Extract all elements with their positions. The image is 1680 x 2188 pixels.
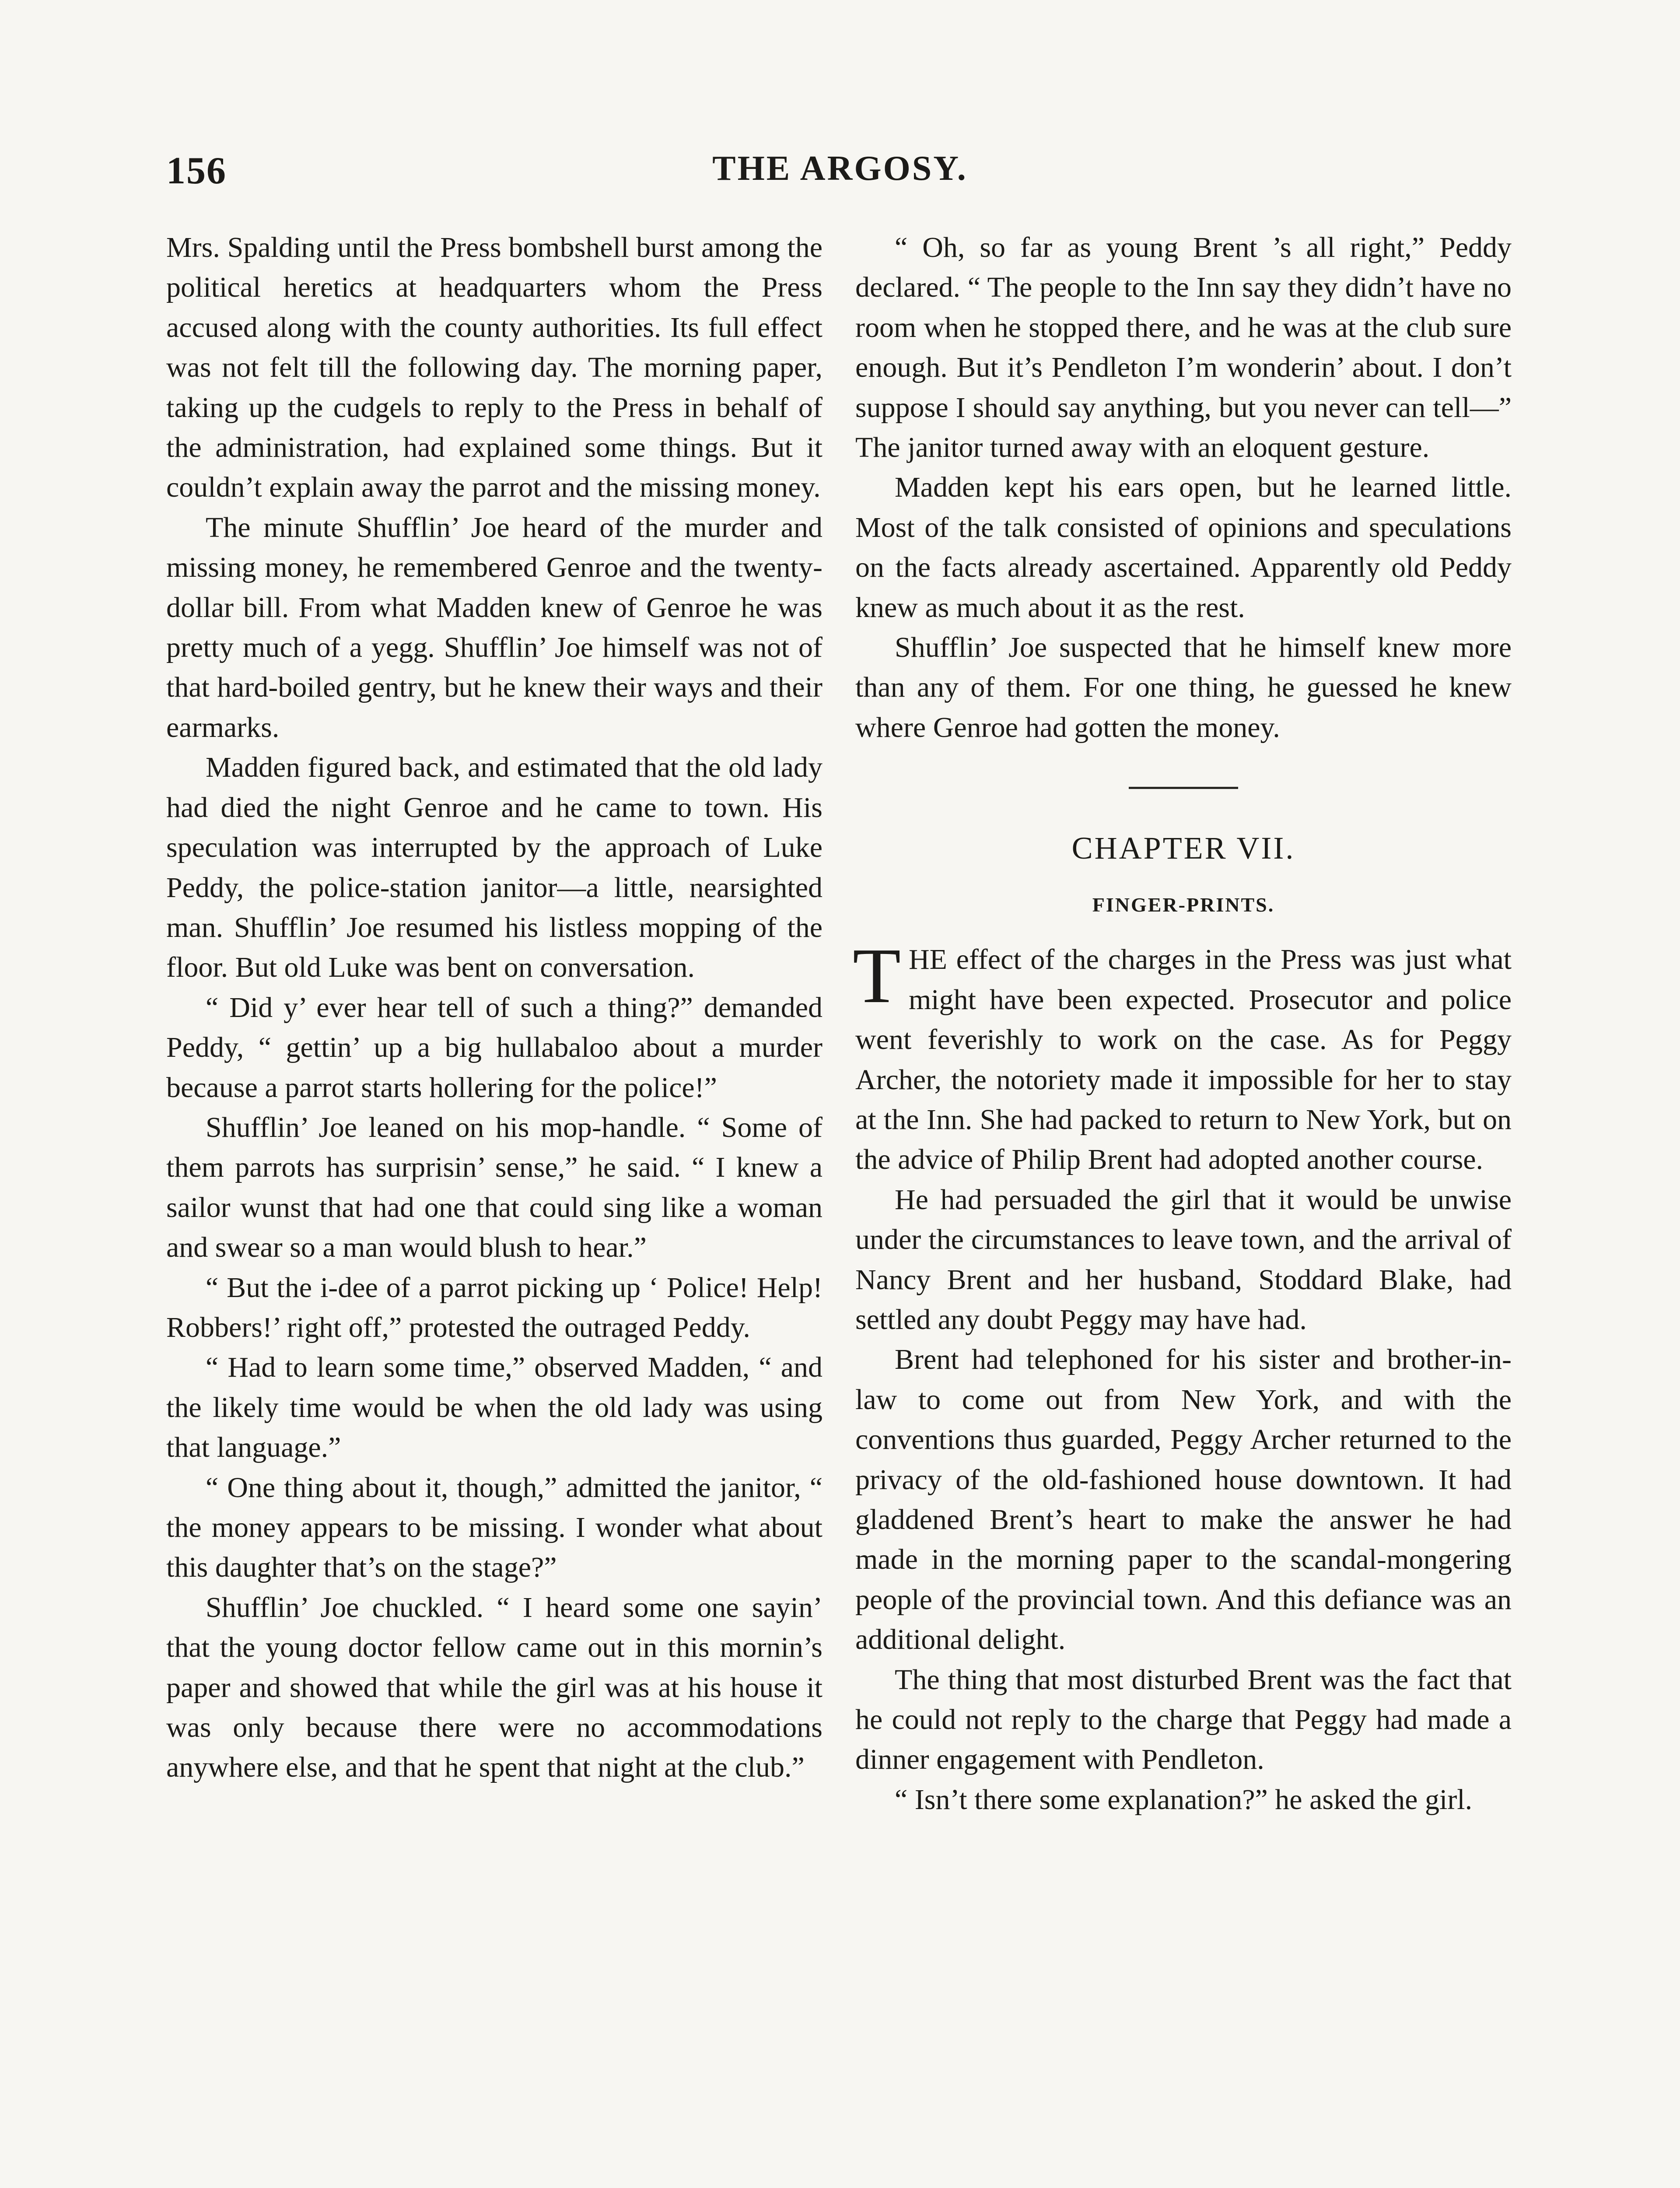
chapter-title: CHAPTER VII.: [1071, 831, 1295, 866]
section-divider: [1129, 787, 1238, 789]
paragraph: The minute Shufflin’ Joe heard of the murder and missing money, he remembered Genroe and the twenty-dollar bill. From what Madden knew of Genroe he was pretty much of a yegg. Shufflin’ Joe himself was not of that hard-boiled gentry, but he knew their ways and their earmarks.: [166, 511, 822, 743]
paragraph: “ Had to learn some time,” observed Madden, “ and the likely time would be when the old lady was using that language.”: [166, 1351, 822, 1464]
paragraph: Shufflin’ Joe chuckled. “ I heard some one sayin’ that the young doctor fellow came out in this mornin’s paper and showed that while the girl was at his house it was only because there were no accommodations anywhere else, and that he spent that night at the club.”: [166, 1591, 822, 1784]
paragraph: Shufflin’ Joe suspected that he himself knew more than any of them. For one thing, he guessed he knew where Genroe had gotten the money.: [855, 631, 1512, 743]
paragraph: Brent had telephoned for his sister and brother-in-law to come out from New York, and with the conventions thus guarded, Peggy Archer returned to the privacy of the old-fashioned house downtown. It had gladdened Brent’s heart to make the answer he had made in the morning paper to the scandal-mongering people of the provincial town. And this defiance was an additional delight.: [855, 1343, 1512, 1656]
paragraph: Shufflin’ Joe leaned on his mop-handle. “ Some of them parrots has surprisin’ sense,” he said. “ I knew a sailor wunst that had one that could sing like a woman and swear so a man would blush to hear.”: [166, 1111, 822, 1264]
opening-paragraph-text: HE effect of the charges in the Press was just what might have been expected. Prosecutor and police went feverishly to work on the case. As for Peggy Archer, the notoriety made it impossible for her to stay at the Inn. She had packed to return to New York, but on the advice of Philip Brent had adopted another course.: [855, 943, 1512, 1176]
paragraph: Madden kept his ears open, but he learned little. Most of the talk consisted of opinions and speculations on the facts already ascertained. Apparently old Peddy knew as much about it as the rest.: [855, 471, 1512, 624]
left-column: [166, 228, 822, 1788]
paragraph: Madden figured back, and estimated that the old lady had died the night Genroe and he came to town. His speculation was interrupted by the approach of Luke Peddy, the police-station janitor—a little, nearsighted man. Shufflin’ Joe resumed his listless mopping of the floor. But old Luke was bent on conversation.: [166, 751, 822, 984]
page-header: [166, 149, 1514, 201]
paragraph: “ Isn’t there some explanation?” he asked the girl.: [895, 1783, 1473, 1816]
chapter-subtitle: FINGER-PRINTS.: [1092, 894, 1275, 916]
paragraph: He had persuaded the girl that it would be unwise under the circumstances to leave town, and the arrival of Nancy Brent and her husband, Stoddard Blake, had settled any doubt Peggy may have had.: [855, 1183, 1512, 1336]
paragraph: “ But the i-dee of a parrot picking up ‘ Police! Help! Robbers!’ right off,” protested the outraged Peddy.: [166, 1271, 822, 1343]
right-column: [855, 228, 1512, 1820]
drop-cap: T: [853, 932, 901, 1020]
paragraph: The thing that most disturbed Brent was the fact that he could not reply to the charge that Peggy had made a dinner engagement with Pendleton.: [855, 1663, 1512, 1776]
paragraph: “ One thing about it, though,” admitted the janitor, “ the money appears to be missing. I wonder what about this daughter that’s on the stage?”: [166, 1471, 822, 1584]
page-number: 156: [166, 150, 227, 192]
running-head: THE ARGOSY.: [712, 149, 968, 188]
paragraph: “ Oh, so far as young Brent ’s all right,” Peddy declared. “ The people to the Inn say they didn’t have no room when he stopped there, and he was at the club sure enough. But it’s Pendleton I’m wonderin’ about. I don’t suppose I should say anything, but you never can tell—” The janitor turned away with an eloquent gesture.: [855, 231, 1512, 464]
paragraph: Mrs. Spalding until the Press bombshell burst among the political heretics at headquarters whom the Press accused along with the county authorities. Its full effect was not felt till the following day. The morning paper, taking up the cudgels to reply to the Press in behalf of the administration, had explained some things. But it couldn’t explain away the parrot and the missing money.: [166, 231, 822, 504]
paragraph: “ Did y’ ever hear tell of such a thing?” demanded Peddy, “ gettin’ up a big hullabaloo about a murder because a parrot starts hollering for the police!”: [166, 991, 822, 1104]
opening-paragraph: [853, 932, 1512, 1179]
